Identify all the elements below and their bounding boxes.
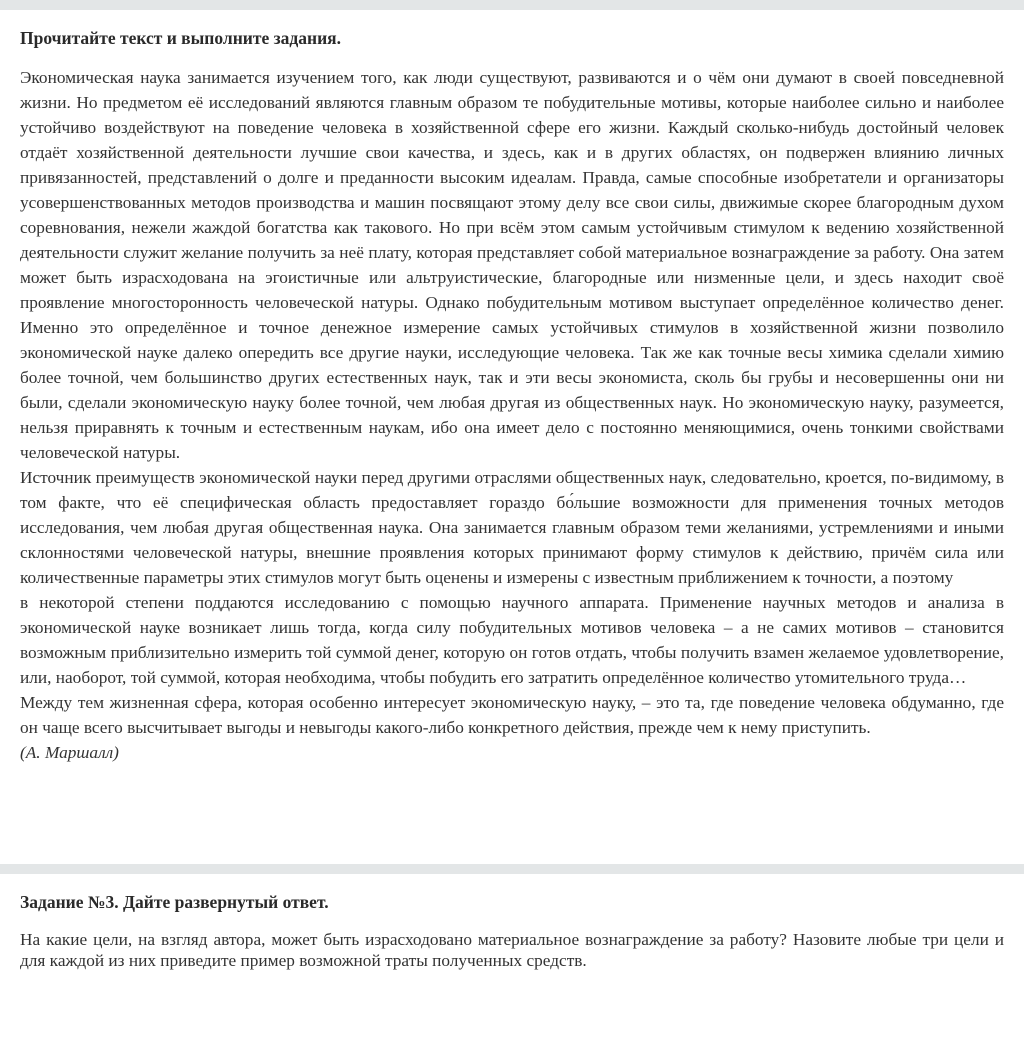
author-attribution: (А. Маршалл) xyxy=(20,743,119,762)
paragraph-4: Между тем жизненная сфера, которая особенно интересует экономическую науку, – это та, где поведение человека обдуманно, где он чаще всего высчитывает выгоды и невыгоды какого-либо конкретного действия, прежде чем к нему приступить. xyxy=(20,693,1004,737)
section-divider-bar xyxy=(0,864,1024,874)
paragraph-3: в некоторой степени поддаются исследованию с помощью научного аппарата. Применение научных методов и анализа в экономической науке возникает лишь тогда, когда силу побудительных мотивов человека – а не самих мотивов – становится возможным приблизительно измерить той суммой денег, которую он готов отдать, чтобы получить взамен желаемое удовлетворение, или, наоборот, той суммой, которая необходима, чтобы побудить его затратить определённое количество утомительного труда… xyxy=(20,593,1004,687)
task-section xyxy=(0,874,1024,971)
top-divider-bar xyxy=(0,0,1024,10)
reading-heading: Прочитайте текст и выполните задания. xyxy=(20,28,342,48)
task-heading: Задание №3. Дайте развернутый ответ. xyxy=(20,892,329,912)
task-question: На какие цели, на взгляд автора, может быть израсходовано материальное вознаграждение за работу? Назовите любые три цели и для каждой из них приведите пример возможной траты полученных средств. xyxy=(20,930,1004,970)
paragraph-1: Экономическая наука занимается изучением того, как люди существуют, развиваются и о чём они думают в своей повседневной жизни. Но предметом её исследований являются главным образом те побудительные мотивы, которые наиболее сильно и наиболее устойчиво воздействуют на поведение человека в хозяйственной сфере его жизни. Каждый сколько-нибудь достойный человек отдаёт хозяйственной деятельности лучшие свои качества, и здесь, как и в других областях, он подвержен влиянию личных привязанностей, представлений о долге и преданности высоким идеалам. Правда, самые способные изобретатели и организаторы усовершенствованных методов производства и машин посвящают этому делу все свои силы, движимые скорее благородным духом соревнования, нежели жаждой богатства как такового. Но при всём этом самым устойчивым стимулом к ведению хозяйственной деятельности служит желание получить за неё плату, которая представляет собой материальное вознаграждение за работу. Она затем может быть израсходована на эгоистичные или альтруистические, благородные или низменные цели, и здесь находит своё проявление многосторонность человеческой натуры. Однако побудительным мотивом выступает определённое количество денег. Именно это определённое и точное денежное измерение самых устойчивых стимулов в хозяйственной жизни позволило экономической науке далеко опередить все другие науки, исследующие человека. Так же как точные весы химика сделали химию более точной, чем большинство других естественных наук, так и эти весы экономиста, сколь бы грубы и несовершенны они ни были, сделали экономическую науку более точной, чем любая другая из общественных наук. Но экономическую науку, разумеется, нельзя приравнять к точным и естественным наукам, ибо она имеет дело с постоянно меняющимися, очень тонкими свойствами человеческой натуры. xyxy=(20,68,1004,462)
paragraph-2: Источник преимуществ экономической науки перед другими отраслями общественных наук, следовательно, кроется, по-видимому, в том факте, что её специфическая область предоставляет гораздо бо́льшие возможности для применения точных методов исследования, чем любая другая общественная наука. Она занимается главным образом теми желаниями, устремлениями и иными склонностями человеческой натуры, внешние проявления которых принимают форму стимулов к действию, причём сила или количественные параметры этих стимулов могут быть оценены и измерены с известным приближением к точности, а поэтому xyxy=(20,468,1004,587)
reading-section xyxy=(0,10,1024,864)
